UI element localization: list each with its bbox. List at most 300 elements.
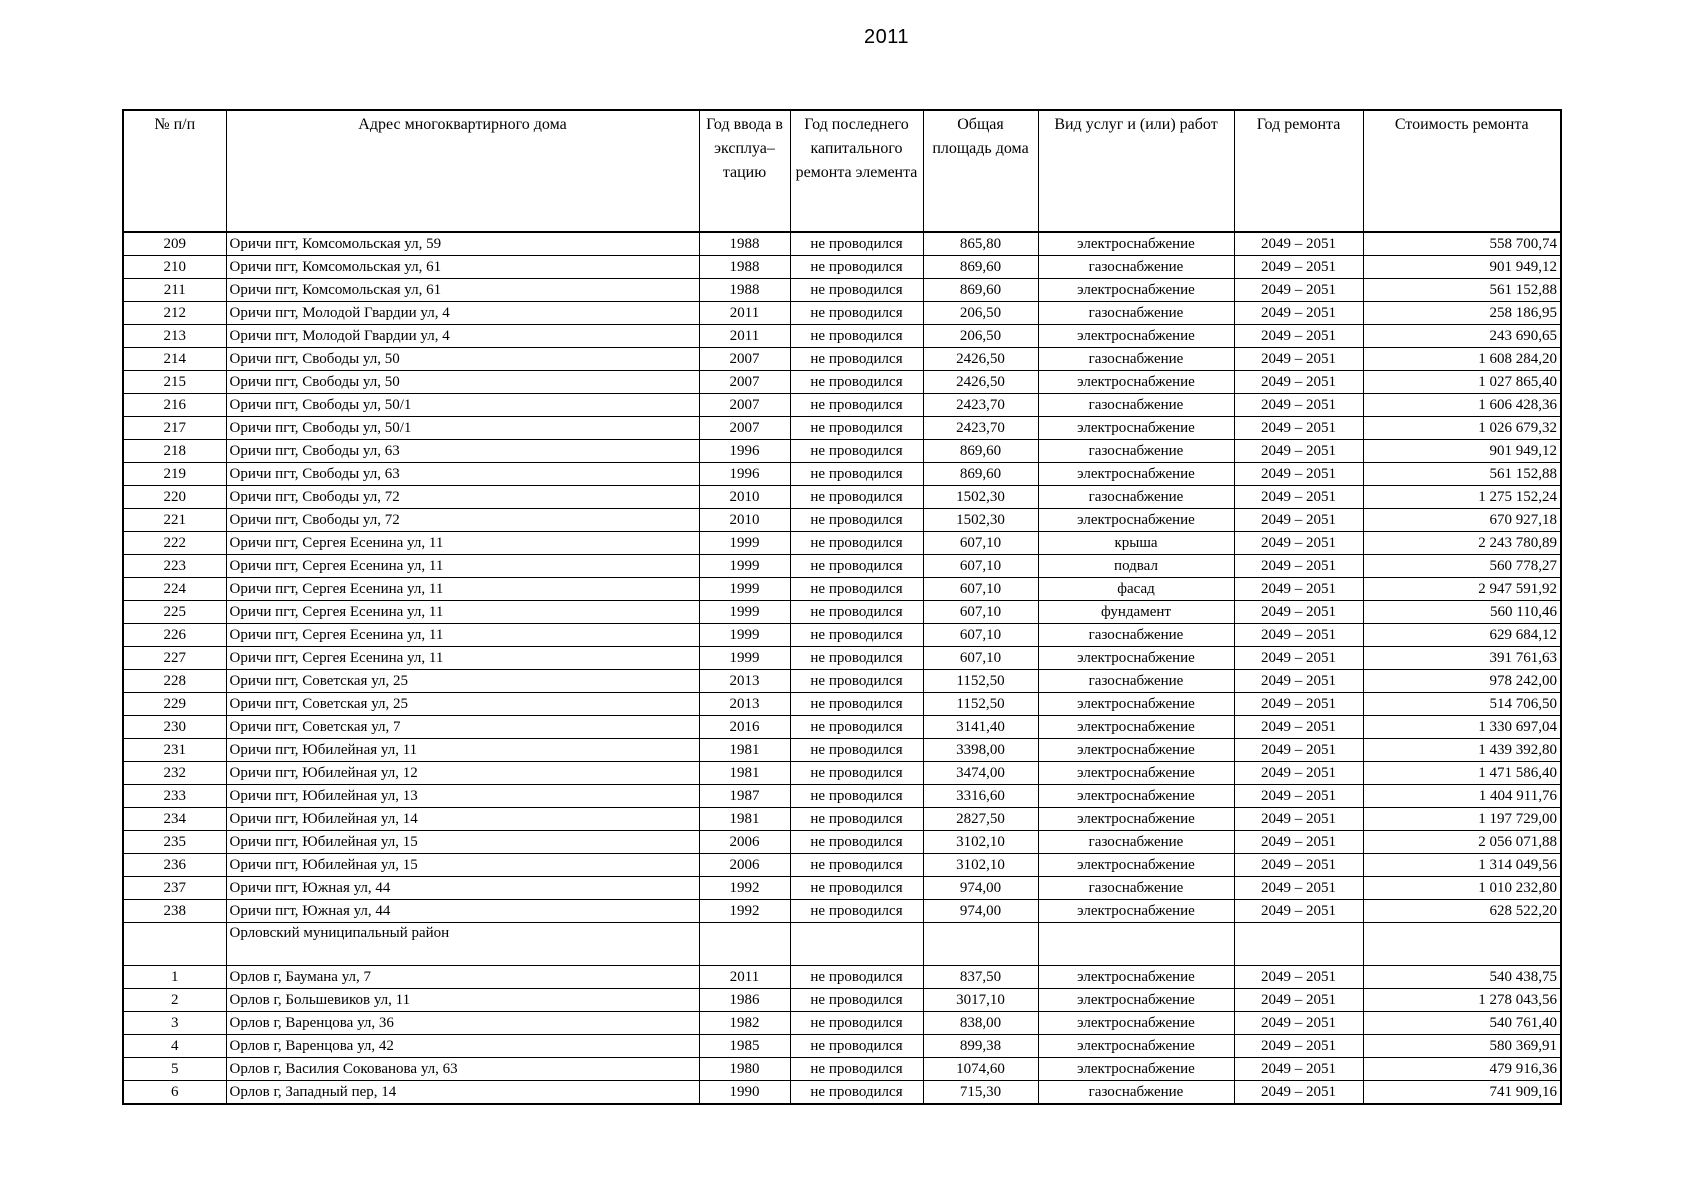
table-row xyxy=(123,670,1561,693)
cell-cost: 2 243 780,89 xyxy=(1363,532,1561,555)
cell-num: 4 xyxy=(123,1035,226,1058)
cell-year-commission: 1996 xyxy=(699,440,790,463)
cell-num: 6 xyxy=(123,1081,226,1105)
cell-service: электроснабжение xyxy=(1038,808,1234,831)
cell-year-commission: 1999 xyxy=(699,624,790,647)
table-row xyxy=(123,232,1561,256)
header-year-last-repair: Год последнего капитального ремонта элемента xyxy=(790,110,923,232)
cell-cost: 1 275 152,24 xyxy=(1363,486,1561,509)
cell-num: 228 xyxy=(123,670,226,693)
table-row xyxy=(123,716,1561,739)
cell-year-commission: 1992 xyxy=(699,877,790,900)
table-row xyxy=(123,555,1561,578)
cell-area: 206,50 xyxy=(923,325,1038,348)
cell-address: Оричи пгт, Комсомольская ул, 59 xyxy=(226,232,699,256)
cell-cost: 479 916,36 xyxy=(1363,1058,1561,1081)
cell-cost: 1 330 697,04 xyxy=(1363,716,1561,739)
cell-cost: 561 152,88 xyxy=(1363,463,1561,486)
cell-year-commission: 1985 xyxy=(699,1035,790,1058)
cell-num: 231 xyxy=(123,739,226,762)
cell-repair-year: 2049 – 2051 xyxy=(1234,989,1363,1012)
cell-repair-year: 2049 – 2051 xyxy=(1234,900,1363,923)
section-empty-cell xyxy=(1234,923,1363,966)
table-row xyxy=(123,966,1561,989)
repair-schedule-table xyxy=(122,109,1562,1105)
cell-address: Оричи пгт, Свободы ул, 50 xyxy=(226,348,699,371)
cell-area: 2426,50 xyxy=(923,371,1038,394)
cell-year-commission: 1999 xyxy=(699,578,790,601)
cell-area: 607,10 xyxy=(923,601,1038,624)
cell-service: электроснабжение xyxy=(1038,785,1234,808)
cell-address: Оричи пгт, Советская ул, 25 xyxy=(226,670,699,693)
table-row xyxy=(123,624,1561,647)
section-empty-cell xyxy=(923,923,1038,966)
cell-area: 3141,40 xyxy=(923,716,1038,739)
cell-num: 238 xyxy=(123,900,226,923)
cell-repair-year: 2049 – 2051 xyxy=(1234,532,1363,555)
cell-address: Оричи пгт, Свободы ул, 50/1 xyxy=(226,417,699,440)
table-row xyxy=(123,854,1561,877)
cell-area: 3017,10 xyxy=(923,989,1038,1012)
cell-area: 838,00 xyxy=(923,1012,1038,1035)
cell-address: Оричи пгт, Юбилейная ул, 15 xyxy=(226,831,699,854)
cell-repair-year: 2049 – 2051 xyxy=(1234,624,1363,647)
cell-repair-year: 2049 – 2051 xyxy=(1234,670,1363,693)
cell-cost: 1 027 865,40 xyxy=(1363,371,1561,394)
cell-year-last-repair: не проводился xyxy=(790,716,923,739)
cell-year-last-repair: не проводился xyxy=(790,371,923,394)
cell-cost: 560 110,46 xyxy=(1363,601,1561,624)
cell-num: 215 xyxy=(123,371,226,394)
cell-address: Оричи пгт, Юбилейная ул, 11 xyxy=(226,739,699,762)
cell-cost: 670 927,18 xyxy=(1363,509,1561,532)
cell-year-last-repair: не проводился xyxy=(790,348,923,371)
cell-cost: 2 056 071,88 xyxy=(1363,831,1561,854)
cell-cost: 540 761,40 xyxy=(1363,1012,1561,1035)
cell-cost: 1 608 284,20 xyxy=(1363,348,1561,371)
cell-service: газоснабжение xyxy=(1038,486,1234,509)
header-service: Вид услуг и (или) работ xyxy=(1038,110,1234,232)
cell-repair-year: 2049 – 2051 xyxy=(1234,831,1363,854)
cell-repair-year: 2049 – 2051 xyxy=(1234,371,1363,394)
cell-year-last-repair: не проводился xyxy=(790,279,923,302)
cell-year-last-repair: не проводился xyxy=(790,601,923,624)
cell-area: 607,10 xyxy=(923,555,1038,578)
table-row xyxy=(123,831,1561,854)
cell-service: газоснабжение xyxy=(1038,394,1234,417)
cell-year-last-repair: не проводился xyxy=(790,325,923,348)
cell-cost: 514 706,50 xyxy=(1363,693,1561,716)
cell-address: Оричи пгт, Молодой Гвардии ул, 4 xyxy=(226,302,699,325)
cell-num: 219 xyxy=(123,463,226,486)
table-row xyxy=(123,693,1561,716)
cell-repair-year: 2049 – 2051 xyxy=(1234,693,1363,716)
cell-service: электроснабжение xyxy=(1038,989,1234,1012)
table-row xyxy=(123,509,1561,532)
cell-address: Оричи пгт, Юбилейная ул, 13 xyxy=(226,785,699,808)
cell-num: 211 xyxy=(123,279,226,302)
cell-repair-year: 2049 – 2051 xyxy=(1234,417,1363,440)
cell-year-last-repair: не проводился xyxy=(790,647,923,670)
table-row xyxy=(123,739,1561,762)
cell-year-last-repair: не проводился xyxy=(790,232,923,256)
cell-address: Оричи пгт, Свободы ул, 63 xyxy=(226,440,699,463)
cell-service: электроснабжение xyxy=(1038,325,1234,348)
table-row xyxy=(123,1035,1561,1058)
cell-area: 607,10 xyxy=(923,647,1038,670)
cell-num: 237 xyxy=(123,877,226,900)
cell-year-commission: 1988 xyxy=(699,256,790,279)
cell-year-last-repair: не проводился xyxy=(790,989,923,1012)
cell-year-last-repair: не проводился xyxy=(790,394,923,417)
cell-year-commission: 2007 xyxy=(699,394,790,417)
cell-service: электроснабжение xyxy=(1038,854,1234,877)
cell-year-last-repair: не проводился xyxy=(790,854,923,877)
cell-service: газоснабжение xyxy=(1038,831,1234,854)
cell-year-last-repair: не проводился xyxy=(790,532,923,555)
cell-num: 212 xyxy=(123,302,226,325)
cell-service: крыша xyxy=(1038,532,1234,555)
cell-repair-year: 2049 – 2051 xyxy=(1234,808,1363,831)
cell-repair-year: 2049 – 2051 xyxy=(1234,601,1363,624)
cell-area: 2423,70 xyxy=(923,394,1038,417)
cell-area: 607,10 xyxy=(923,532,1038,555)
cell-service: газоснабжение xyxy=(1038,877,1234,900)
cell-area: 974,00 xyxy=(923,877,1038,900)
cell-address: Оричи пгт, Юбилейная ул, 15 xyxy=(226,854,699,877)
cell-num: 214 xyxy=(123,348,226,371)
cell-service: электроснабжение xyxy=(1038,900,1234,923)
cell-year-last-repair: не проводился xyxy=(790,578,923,601)
section-row xyxy=(123,923,1561,966)
table-row xyxy=(123,325,1561,348)
cell-year-last-repair: не проводился xyxy=(790,1081,923,1105)
cell-year-commission: 1982 xyxy=(699,1012,790,1035)
cell-cost: 580 369,91 xyxy=(1363,1035,1561,1058)
cell-num: 218 xyxy=(123,440,226,463)
header-address: Адрес многоквартирного дома xyxy=(226,110,699,232)
table-row xyxy=(123,1081,1561,1105)
table-row xyxy=(123,900,1561,923)
cell-year-commission: 1999 xyxy=(699,647,790,670)
cell-num: 227 xyxy=(123,647,226,670)
cell-area: 3102,10 xyxy=(923,854,1038,877)
cell-num: 3 xyxy=(123,1012,226,1035)
header-year-commission: Год ввода в эксплуа–тацию xyxy=(699,110,790,232)
cell-repair-year: 2049 – 2051 xyxy=(1234,463,1363,486)
cell-address: Орлов г, Варенцова ул, 42 xyxy=(226,1035,699,1058)
cell-area: 2426,50 xyxy=(923,348,1038,371)
cell-address: Оричи пгт, Южная ул, 44 xyxy=(226,877,699,900)
cell-cost: 558 700,74 xyxy=(1363,232,1561,256)
cell-area: 2423,70 xyxy=(923,417,1038,440)
cell-repair-year: 2049 – 2051 xyxy=(1234,716,1363,739)
cell-service: электроснабжение xyxy=(1038,647,1234,670)
cell-service: электроснабжение xyxy=(1038,693,1234,716)
cell-address: Орлов г, Большевиков ул, 11 xyxy=(226,989,699,1012)
cell-num: 5 xyxy=(123,1058,226,1081)
cell-address: Оричи пгт, Комсомольская ул, 61 xyxy=(226,256,699,279)
table-row xyxy=(123,279,1561,302)
cell-area: 3102,10 xyxy=(923,831,1038,854)
cell-year-commission: 2007 xyxy=(699,417,790,440)
cell-service: газоснабжение xyxy=(1038,670,1234,693)
cell-address: Оричи пгт, Свободы ул, 63 xyxy=(226,463,699,486)
cell-year-commission: 1981 xyxy=(699,762,790,785)
cell-year-commission: 1987 xyxy=(699,785,790,808)
cell-address: Оричи пгт, Сергея Есенина ул, 11 xyxy=(226,624,699,647)
cell-year-last-repair: не проводился xyxy=(790,966,923,989)
cell-repair-year: 2049 – 2051 xyxy=(1234,785,1363,808)
cell-service: электроснабжение xyxy=(1038,716,1234,739)
cell-year-last-repair: не проводился xyxy=(790,1035,923,1058)
cell-repair-year: 2049 – 2051 xyxy=(1234,966,1363,989)
table-row xyxy=(123,463,1561,486)
cell-year-commission: 2006 xyxy=(699,831,790,854)
table-row xyxy=(123,647,1561,670)
cell-address: Оричи пгт, Юбилейная ул, 12 xyxy=(226,762,699,785)
cell-repair-year: 2049 – 2051 xyxy=(1234,1035,1363,1058)
cell-area: 869,60 xyxy=(923,279,1038,302)
cell-cost: 1 278 043,56 xyxy=(1363,989,1561,1012)
cell-year-commission: 1996 xyxy=(699,463,790,486)
cell-cost: 540 438,75 xyxy=(1363,966,1561,989)
cell-service: электроснабжение xyxy=(1038,762,1234,785)
cell-service: электроснабжение xyxy=(1038,509,1234,532)
cell-area: 837,50 xyxy=(923,966,1038,989)
cell-year-commission: 1999 xyxy=(699,601,790,624)
cell-service: электроснабжение xyxy=(1038,1035,1234,1058)
cell-year-last-repair: не проводился xyxy=(790,785,923,808)
cell-area: 715,30 xyxy=(923,1081,1038,1105)
cell-year-commission: 2007 xyxy=(699,348,790,371)
cell-num: 209 xyxy=(123,232,226,256)
table-row xyxy=(123,1058,1561,1081)
cell-address: Оричи пгт, Свободы ул, 50/1 xyxy=(226,394,699,417)
table-row xyxy=(123,417,1561,440)
cell-repair-year: 2049 – 2051 xyxy=(1234,555,1363,578)
cell-year-last-repair: не проводился xyxy=(790,808,923,831)
cell-repair-year: 2049 – 2051 xyxy=(1234,854,1363,877)
cell-num: 235 xyxy=(123,831,226,854)
section-empty-cell xyxy=(1363,923,1561,966)
cell-cost: 1 471 586,40 xyxy=(1363,762,1561,785)
cell-repair-year: 2049 – 2051 xyxy=(1234,762,1363,785)
cell-cost: 901 949,12 xyxy=(1363,256,1561,279)
cell-area: 974,00 xyxy=(923,900,1038,923)
cell-year-commission: 2011 xyxy=(699,325,790,348)
cell-year-commission: 2006 xyxy=(699,854,790,877)
cell-year-last-repair: не проводился xyxy=(790,624,923,647)
cell-year-commission: 1986 xyxy=(699,989,790,1012)
cell-address: Орлов г, Баумана ул, 7 xyxy=(226,966,699,989)
cell-cost: 1 197 729,00 xyxy=(1363,808,1561,831)
cell-year-commission: 1988 xyxy=(699,279,790,302)
cell-num: 230 xyxy=(123,716,226,739)
cell-service: электроснабжение xyxy=(1038,463,1234,486)
table-row xyxy=(123,486,1561,509)
cell-area: 1502,30 xyxy=(923,509,1038,532)
cell-year-last-repair: не проводился xyxy=(790,831,923,854)
cell-year-last-repair: не проводился xyxy=(790,555,923,578)
cell-cost: 1 010 232,80 xyxy=(1363,877,1561,900)
cell-year-last-repair: не проводился xyxy=(790,670,923,693)
table-row xyxy=(123,785,1561,808)
cell-cost: 1 026 679,32 xyxy=(1363,417,1561,440)
table-row xyxy=(123,989,1561,1012)
cell-area: 3398,00 xyxy=(923,739,1038,762)
cell-area: 1502,30 xyxy=(923,486,1038,509)
cell-num: 210 xyxy=(123,256,226,279)
cell-year-last-repair: не проводился xyxy=(790,693,923,716)
cell-service: электроснабжение xyxy=(1038,966,1234,989)
cell-repair-year: 2049 – 2051 xyxy=(1234,256,1363,279)
cell-repair-year: 2049 – 2051 xyxy=(1234,1058,1363,1081)
cell-repair-year: 2049 – 2051 xyxy=(1234,877,1363,900)
cell-num: 234 xyxy=(123,808,226,831)
cell-year-commission: 1981 xyxy=(699,739,790,762)
table-row xyxy=(123,440,1561,463)
cell-address: Оричи пгт, Юбилейная ул, 14 xyxy=(226,808,699,831)
cell-cost: 629 684,12 xyxy=(1363,624,1561,647)
cell-service: электроснабжение xyxy=(1038,739,1234,762)
table-row xyxy=(123,877,1561,900)
cell-area: 206,50 xyxy=(923,302,1038,325)
cell-service: электроснабжение xyxy=(1038,1012,1234,1035)
cell-num: 221 xyxy=(123,509,226,532)
header-area: Общая площадь дома xyxy=(923,110,1038,232)
cell-num: 216 xyxy=(123,394,226,417)
cell-num: 217 xyxy=(123,417,226,440)
table-row xyxy=(123,762,1561,785)
cell-num: 226 xyxy=(123,624,226,647)
cell-address: Орлов г, Западный пер, 14 xyxy=(226,1081,699,1105)
cell-num: 220 xyxy=(123,486,226,509)
cell-cost: 1 314 049,56 xyxy=(1363,854,1561,877)
cell-cost: 1 439 392,80 xyxy=(1363,739,1561,762)
table-row xyxy=(123,302,1561,325)
cell-num: 2 xyxy=(123,989,226,1012)
header-num: № п/п xyxy=(123,110,226,232)
cell-year-commission: 1999 xyxy=(699,532,790,555)
cell-year-commission: 2007 xyxy=(699,371,790,394)
cell-num: 222 xyxy=(123,532,226,555)
cell-year-commission: 1999 xyxy=(699,555,790,578)
cell-cost: 741 909,16 xyxy=(1363,1081,1561,1105)
cell-year-commission: 1980 xyxy=(699,1058,790,1081)
cell-service: газоснабжение xyxy=(1038,302,1234,325)
cell-year-commission: 2011 xyxy=(699,966,790,989)
table-row xyxy=(123,808,1561,831)
cell-repair-year: 2049 – 2051 xyxy=(1234,578,1363,601)
cell-address: Оричи пгт, Сергея Есенина ул, 11 xyxy=(226,647,699,670)
cell-year-last-repair: не проводился xyxy=(790,877,923,900)
table-row xyxy=(123,371,1561,394)
table-row xyxy=(123,256,1561,279)
cell-area: 865,80 xyxy=(923,232,1038,256)
cell-service: электроснабжение xyxy=(1038,279,1234,302)
table-row xyxy=(123,601,1561,624)
cell-repair-year: 2049 – 2051 xyxy=(1234,394,1363,417)
table-row xyxy=(123,1012,1561,1035)
cell-year-last-repair: не проводился xyxy=(790,302,923,325)
cell-address: Оричи пгт, Свободы ул, 72 xyxy=(226,509,699,532)
cell-address: Оричи пгт, Южная ул, 44 xyxy=(226,900,699,923)
cell-year-last-repair: не проводился xyxy=(790,900,923,923)
cell-area: 869,60 xyxy=(923,463,1038,486)
cell-area: 1152,50 xyxy=(923,693,1038,716)
cell-service: подвал xyxy=(1038,555,1234,578)
cell-area: 2827,50 xyxy=(923,808,1038,831)
cell-address: Оричи пгт, Свободы ул, 72 xyxy=(226,486,699,509)
table-body xyxy=(123,232,1561,1104)
cell-cost: 978 242,00 xyxy=(1363,670,1561,693)
cell-repair-year: 2049 – 2051 xyxy=(1234,486,1363,509)
cell-address: Оричи пгт, Сергея Есенина ул, 11 xyxy=(226,578,699,601)
cell-year-commission: 2016 xyxy=(699,716,790,739)
cell-repair-year: 2049 – 2051 xyxy=(1234,647,1363,670)
cell-address: Оричи пгт, Советская ул, 7 xyxy=(226,716,699,739)
cell-service: электроснабжение xyxy=(1038,417,1234,440)
cell-address: Оричи пгт, Комсомольская ул, 61 xyxy=(226,279,699,302)
cell-num: 223 xyxy=(123,555,226,578)
cell-area: 869,60 xyxy=(923,440,1038,463)
cell-area: 869,60 xyxy=(923,256,1038,279)
cell-repair-year: 2049 – 2051 xyxy=(1234,232,1363,256)
cell-service: газоснабжение xyxy=(1038,256,1234,279)
cell-year-last-repair: не проводился xyxy=(790,463,923,486)
cell-repair-year: 2049 – 2051 xyxy=(1234,279,1363,302)
table-row xyxy=(123,394,1561,417)
cell-year-commission: 2010 xyxy=(699,509,790,532)
page-number: 2011 xyxy=(863,26,909,48)
cell-repair-year: 2049 – 2051 xyxy=(1234,440,1363,463)
cell-num: 225 xyxy=(123,601,226,624)
cell-cost: 901 949,12 xyxy=(1363,440,1561,463)
cell-num: 224 xyxy=(123,578,226,601)
cell-year-commission: 2010 xyxy=(699,486,790,509)
section-num-cell xyxy=(123,923,226,966)
cell-address: Оричи пгт, Молодой Гвардии ул, 4 xyxy=(226,325,699,348)
cell-area: 899,38 xyxy=(923,1035,1038,1058)
cell-address: Оричи пгт, Советская ул, 25 xyxy=(226,693,699,716)
cell-year-last-repair: не проводился xyxy=(790,509,923,532)
cell-repair-year: 2049 – 2051 xyxy=(1234,1012,1363,1035)
cell-year-last-repair: не проводился xyxy=(790,739,923,762)
cell-cost: 2 947 591,92 xyxy=(1363,578,1561,601)
cell-area: 1152,50 xyxy=(923,670,1038,693)
cell-year-last-repair: не проводился xyxy=(790,417,923,440)
cell-cost: 1 606 428,36 xyxy=(1363,394,1561,417)
cell-cost: 391 761,63 xyxy=(1363,647,1561,670)
cell-area: 3474,00 xyxy=(923,762,1038,785)
cell-num: 213 xyxy=(123,325,226,348)
table-row xyxy=(123,578,1561,601)
cell-year-commission: 2013 xyxy=(699,693,790,716)
cell-area: 607,10 xyxy=(923,578,1038,601)
cell-num: 229 xyxy=(123,693,226,716)
cell-address: Оричи пгт, Сергея Есенина ул, 11 xyxy=(226,555,699,578)
cell-address: Оричи пгт, Сергея Есенина ул, 11 xyxy=(226,601,699,624)
cell-year-commission: 1992 xyxy=(699,900,790,923)
cell-year-last-repair: не проводился xyxy=(790,440,923,463)
section-title: Орловский муниципальный район xyxy=(226,923,699,966)
table-header xyxy=(123,110,1561,232)
cell-cost: 243 690,65 xyxy=(1363,325,1561,348)
cell-area: 607,10 xyxy=(923,624,1038,647)
cell-repair-year: 2049 – 2051 xyxy=(1234,739,1363,762)
cell-year-commission: 1988 xyxy=(699,232,790,256)
